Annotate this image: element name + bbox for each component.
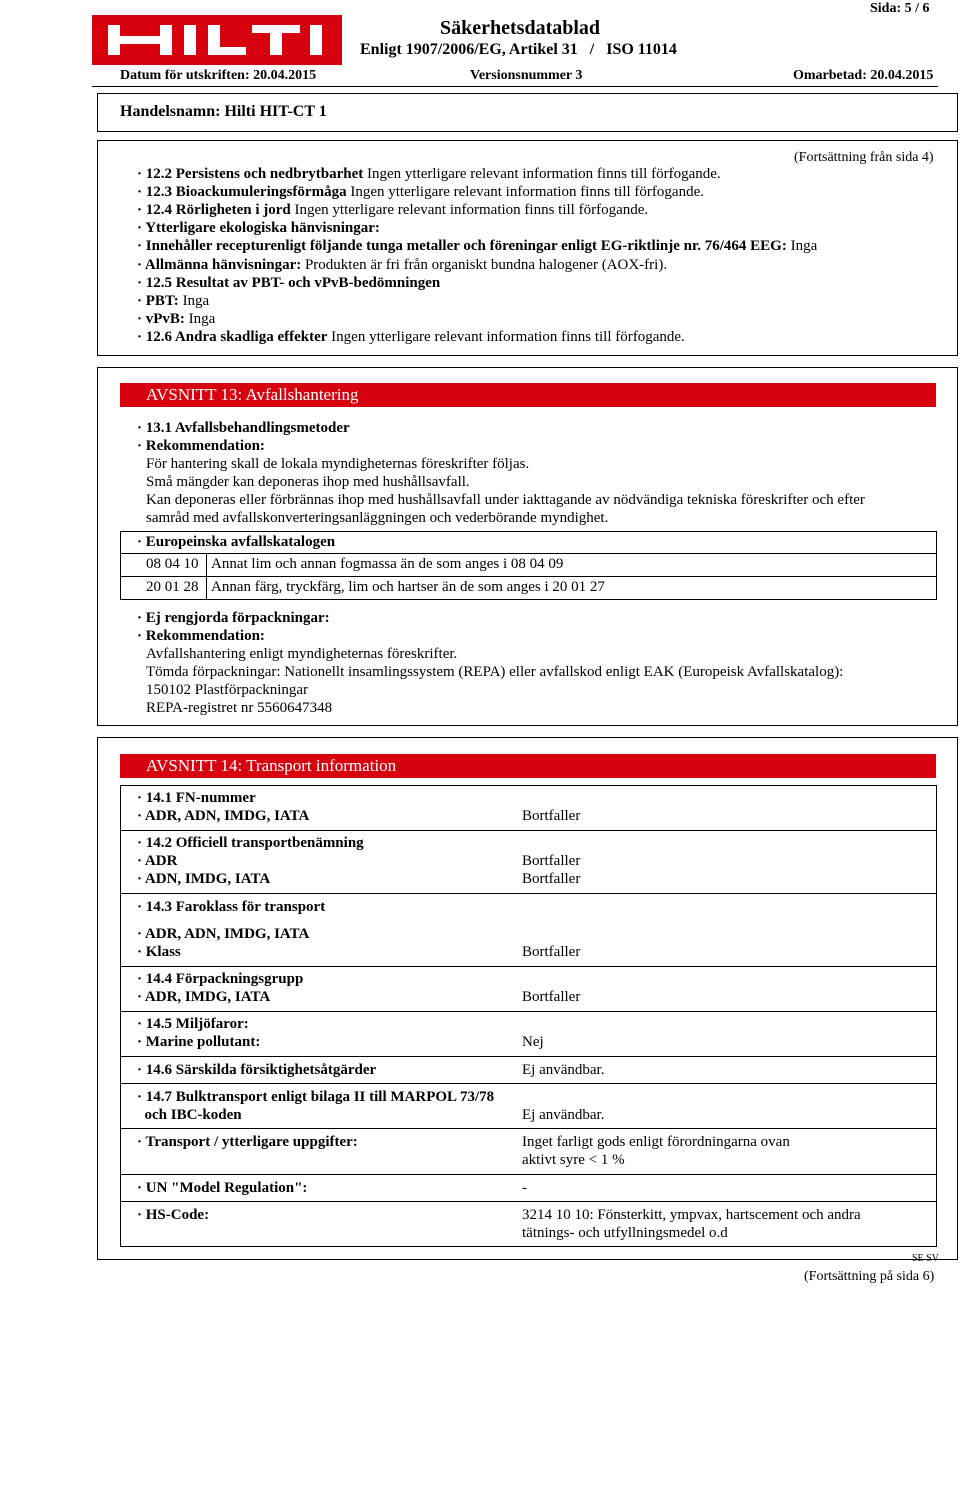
transport-value: Bortfaller [522, 944, 581, 960]
disposal-methods: · 13.1 Avfallsbehandlingsmetoder [137, 420, 350, 436]
transport-label: · 14.7 Bulktransport enligt bilaga II till MARPOL 73/78 [137, 1089, 495, 1105]
transport-value: tätnings- och utfyllningsmedel o.d [522, 1225, 728, 1241]
transport-label: · ADR, IMDG, IATA [137, 989, 271, 1005]
hilti-logo-icon [92, 15, 342, 65]
recommendation-label-2: · Rekommendation: [137, 628, 265, 644]
section-13-heading: AVSNITT 13: Avfallshantering [120, 383, 936, 407]
packaging-line: Tömda förpackningar: Nationellt insamlingssystem (REPA) eller avfallskod enligt EAK (Europeisk Avfallskatalog): [146, 664, 844, 680]
language-code: SE SV [912, 1253, 939, 1264]
transport-label: · Transport / ytterligare uppgifter: [137, 1134, 358, 1150]
pbt-heading: · 12.5 Resultat av PBT- och vPvB-bedömningen [137, 275, 441, 291]
transport-value: Inget farligt gods enligt förordningarna ovan [522, 1134, 790, 1150]
print-date: Datum för utskriften: 20.04.2015 [120, 68, 317, 83]
header-divider [92, 86, 938, 87]
table-divider [120, 893, 937, 894]
transport-value: Ej användbar. [522, 1107, 605, 1123]
continued-to: (Fortsättning på sida 6) [804, 1269, 935, 1284]
transport-label: · ADR [137, 853, 178, 869]
transport-value: - [522, 1180, 527, 1196]
table-divider [120, 1174, 937, 1175]
transport-value: Bortfaller [522, 808, 581, 824]
table-divider [120, 1011, 937, 1012]
waste-catalog-label: · Europeinska avfallskatalogen [137, 534, 336, 550]
waste-description: Annat lim och annan fogmassa än de som anges i 08 04 09 [211, 556, 564, 572]
uncleaned-packaging-label: · Ej rengjorda förpackningar: [137, 610, 330, 626]
recommendation-line: Kan deponeras eller förbrännas ihop med hushållsavfall under iakttagande av nödvändiga tekniska föreskrifter och efter [146, 492, 865, 508]
general-notes-row: · Allmänna hänvisningar: Produkten är fri från organiskt bundna halogener (AOX-fri). [137, 257, 668, 273]
revised-date: Omarbetad: 20.04.2015 [793, 68, 934, 83]
doc-title: Säkerhetsdatablad [440, 17, 601, 39]
heavy-metals-row: · Innehåller recepturenligt följande tunga metaller och föreningar enligt EG-riktlinje nr. 76/464 EEG: Inga [137, 238, 818, 254]
transport-label: · 14.5 Miljöfaror: [137, 1016, 249, 1032]
packaging-line: 150102 Plastförpackningar [146, 682, 309, 698]
transport-label: · ADR, ADN, IMDG, IATA [137, 926, 310, 942]
transport-label: · 14.2 Officiell transportbenämning [137, 835, 364, 851]
further-eco-label: · Ytterligare ekologiska hänvisningar: [137, 220, 380, 236]
table-divider [120, 1056, 937, 1057]
transport-label: · Marine pollutant: [137, 1034, 261, 1050]
table-divider [120, 1128, 937, 1129]
page-number: Sida: 5 / 6 [870, 1, 930, 16]
transport-label: · 14.6 Särskilda försiktighetsåtgärder [137, 1062, 377, 1078]
table-divider [120, 1201, 937, 1202]
transport-value: Bortfaller [522, 871, 581, 887]
continued-from: (Fortsättning från sida 4) [794, 150, 934, 165]
other-effects-row: · 12.6 Andra skadliga effekter Ingen ytterligare relevant information finns till förfogande. [137, 329, 685, 345]
packaging-line: Avfallshantering enligt myndigheternas föreskrifter. [146, 646, 458, 662]
waste-description: Annan färg, tryckfärg, lim och hartser än de som anges i 20 01 27 [211, 579, 605, 595]
table-divider [206, 553, 207, 600]
recommendation-line: För hantering skall de lokala myndigheternas föreskrifter följas. [146, 456, 530, 472]
transport-value: aktivt syre < 1 % [522, 1152, 625, 1168]
transport-label: · 14.3 Faroklass för transport [137, 899, 326, 915]
transport-value: Bortfaller [522, 989, 581, 1005]
transport-value: Bortfaller [522, 853, 581, 869]
hilti-logo [92, 15, 342, 65]
transport-label: · Klass [137, 944, 181, 960]
waste-code: 20 01 28 [146, 579, 199, 595]
transport-value: 3214 10 10: Fönsterkitt, ympvax, hartscement och andra [522, 1207, 861, 1223]
transport-label: · ADR, ADN, IMDG, IATA [137, 808, 310, 824]
transport-label: · HS-Code: [137, 1207, 210, 1223]
transport-label: · UN "Model Regulation": [137, 1180, 308, 1196]
transport-label: · 14.4 Förpackningsgrupp [137, 971, 304, 987]
transport-label: · 14.1 FN-nummer [137, 790, 256, 806]
trade-name: Handelsnamn: Hilti HIT-CT 1 [120, 103, 327, 120]
table-divider [120, 966, 937, 967]
pbt-row: · PBT: Inga [137, 293, 210, 309]
transport-label: · ADN, IMDG, IATA [137, 871, 271, 887]
table-divider [120, 576, 937, 577]
transport-label: och IBC-koden [137, 1107, 242, 1123]
version-number: Versionsnummer 3 [470, 68, 583, 83]
transport-value: Nej [522, 1034, 544, 1050]
section-14-heading: AVSNITT 14: Transport information [120, 754, 936, 778]
packaging-line: REPA-registret nr 5560647348 [146, 700, 333, 716]
waste-code: 08 04 10 [146, 556, 199, 572]
recommendation-line: Små mängder kan deponeras ihop med hushållsavfall. [146, 474, 470, 490]
soil-mobility-row: · 12.4 Rörligheten i jord Ingen ytterligare relevant information finns till förfogande. [137, 202, 649, 218]
vpvb-row: · vPvB: Inga [137, 311, 216, 327]
recommendation-line: samråd med avfallskonverteringsanläggningen och vederbörande myndighet. [146, 510, 609, 526]
transport-value: Ej användbar. [522, 1062, 605, 1078]
table-divider [120, 830, 937, 831]
persistence-row: · 12.2 Persistens och nedbrytbarhet Ingen ytterligare relevant information finns till förfogande. [137, 166, 721, 182]
table-divider [120, 1083, 937, 1084]
recommendation-label: · Rekommendation: [137, 438, 265, 454]
doc-subtitle: Enligt 1907/2006/EG, Artikel 31 / ISO 11014 [360, 41, 677, 58]
table-divider [120, 553, 937, 554]
bioaccumulation-row: · 12.3 Bioackumuleringsförmåga Ingen ytterligare relevant information finns till förfogande. [137, 184, 704, 200]
